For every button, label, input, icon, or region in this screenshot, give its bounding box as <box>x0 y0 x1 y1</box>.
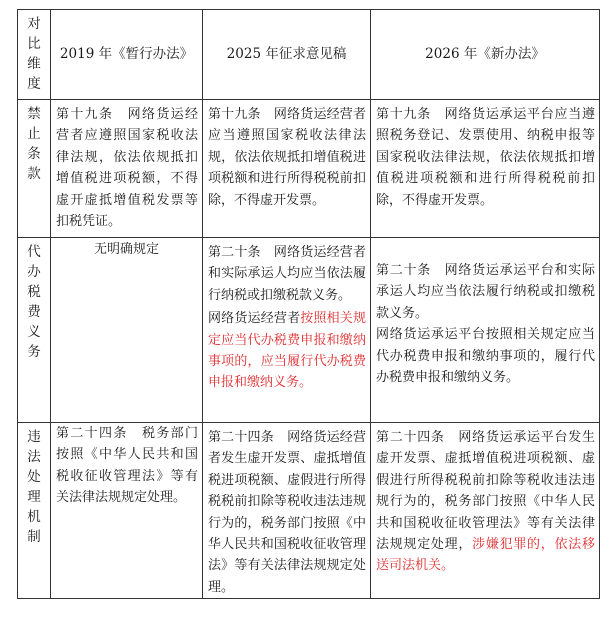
cell-2019: 第二十四条 税务部门按照《中华人民共和国税收征收管理法》等有关法律法规规定处理。 <box>51 423 203 599</box>
row-dimension: 违法处理机制 <box>18 423 51 599</box>
highlighted-text: 按照相关规定应当代办税费申报和缴纳事项的，应当履行代办税费申报和缴纳义务。 <box>208 311 366 391</box>
table-row <box>18 238 600 423</box>
cell-2019: 无明确规定 <box>51 238 203 423</box>
table-row <box>18 423 600 599</box>
cell-2025: 第二十四条 网络货运经营者发生虚开发票、虚抵增值税进项税额、虚假进行所得税税前扣除等税收违法违规行为的，税务部门按照《中华人民共和国税收征收管理法》等有关法律法规规定处理。 <box>203 423 371 599</box>
header-row <box>18 10 600 100</box>
table-row <box>18 100 600 238</box>
cell-2026: 第十九条 网络货运承运平台应当遵照税务登记、发票使用、纳税申报等国家税收法律法规，依法依规抵扣增值税进项税额和进行所得税税前扣除，不得虚开发票。 <box>371 100 600 238</box>
header-2025: 2025 年征求意见稿 <box>203 10 371 100</box>
header-dimension: 对比维度 <box>18 10 51 100</box>
comparison-table <box>17 9 600 599</box>
header-2026: 2026 年《新办法》 <box>371 10 600 100</box>
highlighted-text: 涉嫌犯罪的，依法移送司法机关。 <box>376 537 595 574</box>
row-dimension: 禁止条款 <box>18 100 51 238</box>
paragraph: 网络货运经营者按照相关规定应当代办税费申报和缴纳事项的，应当履行代办税费申报和缴纳义务。 <box>208 311 366 391</box>
cell-2019: 第十九条 网络货运经营者应遵照国家税收法律法规，依法依规抵扣增值税进项税额，不得虚开虚抵增值税发票等扣税凭证。 <box>51 100 203 238</box>
cell-2026 <box>371 238 600 423</box>
paragraph: 第二十条 网络货运承运平台和实际承运人均应当依法履行纳税或扣缴税款义务。 <box>376 263 595 321</box>
row-dimension: 代办税费义务 <box>18 238 51 423</box>
header-2019: 2019 年《暂行办法》 <box>51 10 203 100</box>
cell-2025: 第十九条 网络货运经营者应当遵照国家税收法律法规，依法依规抵扣增值税进项税额和进行所得税税前扣除，不得虚开发票。 <box>203 100 371 238</box>
paragraph: 网络货运承运平台按照相关规定应当代办税费申报和缴纳事项的，履行代办税费申报和缴纳义务。 <box>376 327 595 386</box>
cell-2026: 第二十四条 网络货运承运平台发生虚开发票、虚抵增值税进项税额、虚假进行所得税税前扣除等税收违法违规行为的，税务部门按照《中华人民共和国税收征收管理法》等有关法律法规规定处理，涉嫌犯罪的，依法移送司法机关。 <box>371 423 600 599</box>
paragraph: 第二十条 网络货运经营者和实际承运人均应当依法履行纳税或扣缴税款义务。 <box>208 245 366 303</box>
cell-2025 <box>203 238 371 423</box>
